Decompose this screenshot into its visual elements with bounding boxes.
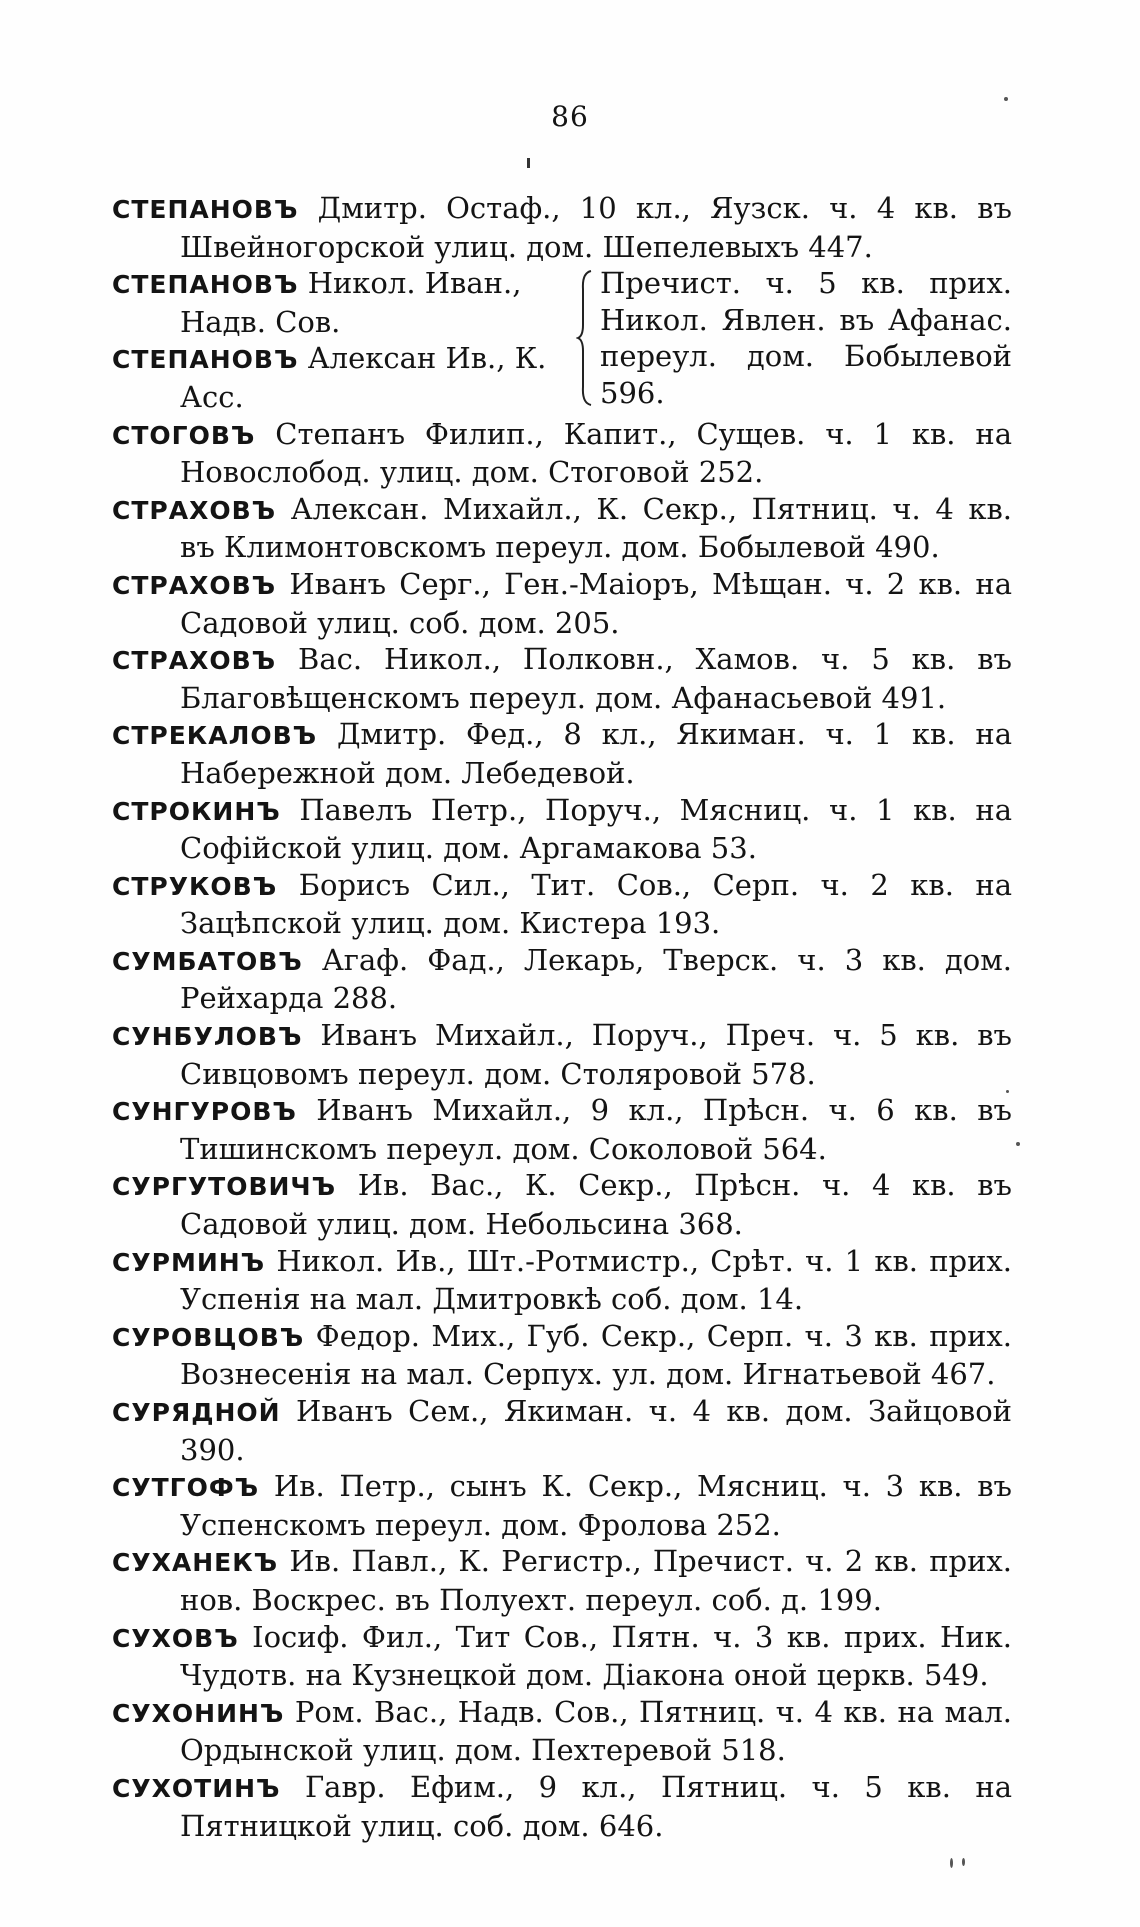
entry-text: Агаф. Фад., Лекарь, Тверск. ч. 3 кв. дом. Рейхарда 288. [180,942,1013,1016]
entry-text: Ив. Петр., сынъ К. Секр., Мясниц. ч. 3 кв. въ Успенскомъ переул. дом. Фролова 252. [180,1469,1012,1542]
list-item [112,1619,1012,1694]
entry-text: Никол. Ив., Шт.-Ротмистр., Срѣт. ч. 1 кв. прих. Успенія на мал. Дмитровкѣ соб. дом. 14. [180,1243,1013,1317]
entry-text: Павелъ Петр., Поруч., Мясниц. ч. 1 кв. на Софійской улиц. дом. Аргамакова 53. [180,792,1012,866]
list-item [112,1393,1012,1468]
entry-surname: СУНБУЛОВЪ [112,1022,303,1052]
entry-text: Алексан Ив., К. Асс. [180,341,547,414]
list-item [112,716,1012,791]
entry-surname: СТРАХОВЪ [112,646,277,676]
entry-text: Вас. Никол., Полковн., Хамов. ч. 5 кв. въ Благовѣщенскомъ переул. дом. Афанасьевой 491. [180,642,1012,715]
entry-list [112,416,1012,1845]
entry-surname: СУХОНИНЪ [112,1698,285,1728]
list-item [112,867,1012,942]
entry-text: Иванъ Михайл., 9 кл., Прѣсн. ч. 6 кв. въ Тишинскомъ переул. дом. Соколовой 564. [180,1093,1013,1166]
list-item [112,1017,1012,1092]
print-speck [1016,1142,1020,1146]
entry-text: Гавр. Ефим., 9 кл., Пятниц. ч. 5 кв. на Пятницкой улиц. соб. дом. 646. [180,1769,1012,1843]
print-speck [1004,97,1008,101]
group-names [112,265,572,415]
entry-surname: СТРЕКАЛОВЪ [112,721,318,751]
print-speck [1006,1090,1009,1093]
entry-text: Іосиф. Фил., Тит Сов., Пятн. ч. 3 кв. прих. Ник. Чудотв. на Кузнецкой дом. Діакона оной церкв. 549. [180,1619,1012,1693]
grouped-entries [112,265,1012,415]
entry-text: Ив. Вас., К. Секр., Прѣсн. ч. 4 кв. въ Садовой улиц. дом. Небольсина 368. [180,1168,1012,1242]
list-item [112,1318,1012,1393]
print-speck [962,1858,965,1866]
list-item [112,491,1012,566]
entry-surname: СУХОТИНЪ [112,1773,281,1803]
entry-text: Алексан. Михайл., К. Секр., Пятниц. ч. 4 кв. въ Климонтовскомъ переул. дом. Бобылевой 490. [180,491,1013,565]
group-address: Пречист. ч. 5 кв. прих. Никол. Явлен. въ Афанас. переул. дом. Бобылевой 596. [600,266,1012,410]
entry-surname: СТРАХОВЪ [112,570,277,600]
entry-text: Иванъ Михайл., Поруч., Преч. ч. 5 кв. въ Сивцовомъ переул. дом. Столяровой 578. [180,1018,1013,1091]
entry-text: Никол. Иван., Надв. Сов. [180,266,522,339]
entry-text: Дмитр. Остаф., 10 кл., Яузск. ч. 4 кв. въ Швейногорской улиц. дом. Шепелевыхъ 447. [180,191,1012,264]
entry-surname: СУРОВЦОВЪ [112,1322,305,1352]
entry-surname: СУНГУРОВЪ [112,1097,297,1127]
entry-text: Дмитр. Фед., 8 кл., Якиман. ч. 1 кв. на Набережной дом. Лебедевой. [180,717,1013,790]
entry-surname: СТЕПАНОВЪ [112,195,299,224]
print-speck [950,1858,953,1868]
entry-surname: СУРМИНЪ [112,1247,266,1277]
entry-surname: СУРЯДНОЙ [112,1398,281,1427]
entry-surname: СТОГОВЪ [112,420,256,450]
print-mark [527,158,530,168]
entry-surname: СУРГУТОВИЧЪ [112,1172,337,1202]
entry-surname: СУМБАТОВЪ [112,946,303,976]
list-item [112,190,1012,265]
entry-surname: СТРАХОВЪ [112,495,277,525]
entry-surname: СТРОКИНЪ [112,796,281,826]
page-number: 86 [551,100,589,133]
entry-surname: СТРУКОВЪ [112,871,278,901]
list-item [112,416,1012,491]
directory-entries [112,190,1012,1844]
list-item [112,1769,1012,1844]
list-item [112,340,572,415]
entry-text: Иванъ Сем., Якиман. ч. 4 кв. дом. Зайцовой 390. [180,1394,1012,1467]
entry-text: Ром. Вас., Надв. Сов., Пятниц. ч. 4 кв. на мал. Ордынской улиц. дом. Пехтеревой 518. [180,1694,1013,1768]
list-item [112,792,1012,867]
curly-brace-icon [572,265,598,415]
entry-text: Степанъ Филип., Капит., Сущев. ч. 1 кв. на Новослобод. улиц. дом. Стоговой 252. [180,416,1012,490]
list-item [112,1543,1012,1618]
entry-text: Ив. Павл., К. Регистр., Пречист. ч. 2 кв. прих. нов. Воскрес. въ Полуехт. переул. соб. д. 199. [180,1544,1012,1617]
list-item [112,265,572,340]
list-item [112,1243,1012,1318]
entry-surname: СТЕПАНОВЪ [112,270,299,300]
list-item [112,942,1012,1017]
list-item [112,1468,1012,1543]
entry-surname: СУТГОФЪ [112,1473,260,1503]
list-item [112,1167,1012,1242]
list-item [112,566,1012,641]
list-item [112,1694,1012,1769]
list-item [112,641,1012,716]
entry-text: Иванъ Серг., Ген.-Маіоръ, Мѣщан. ч. 2 кв. на Садовой улиц. соб. дом. 205. [180,566,1012,640]
entry-text: Федор. Мих., Губ. Секр., Серп. ч. 3 кв. прих. Вознесенія на мал. Серпух. ул. дом. Игнатьевой 467. [180,1318,1012,1392]
entry-surname: СУХАНЕКЪ [112,1548,279,1578]
entry-surname: СТЕПАНОВЪ [112,345,299,375]
entry-text: Борисъ Сил., Тит. Сов., Серп. ч. 2 кв. на Зацѣпской улиц. дом. Кистера 193. [180,867,1013,941]
list-item [112,1092,1012,1167]
entry-surname: СУХОВЪ [112,1623,239,1653]
